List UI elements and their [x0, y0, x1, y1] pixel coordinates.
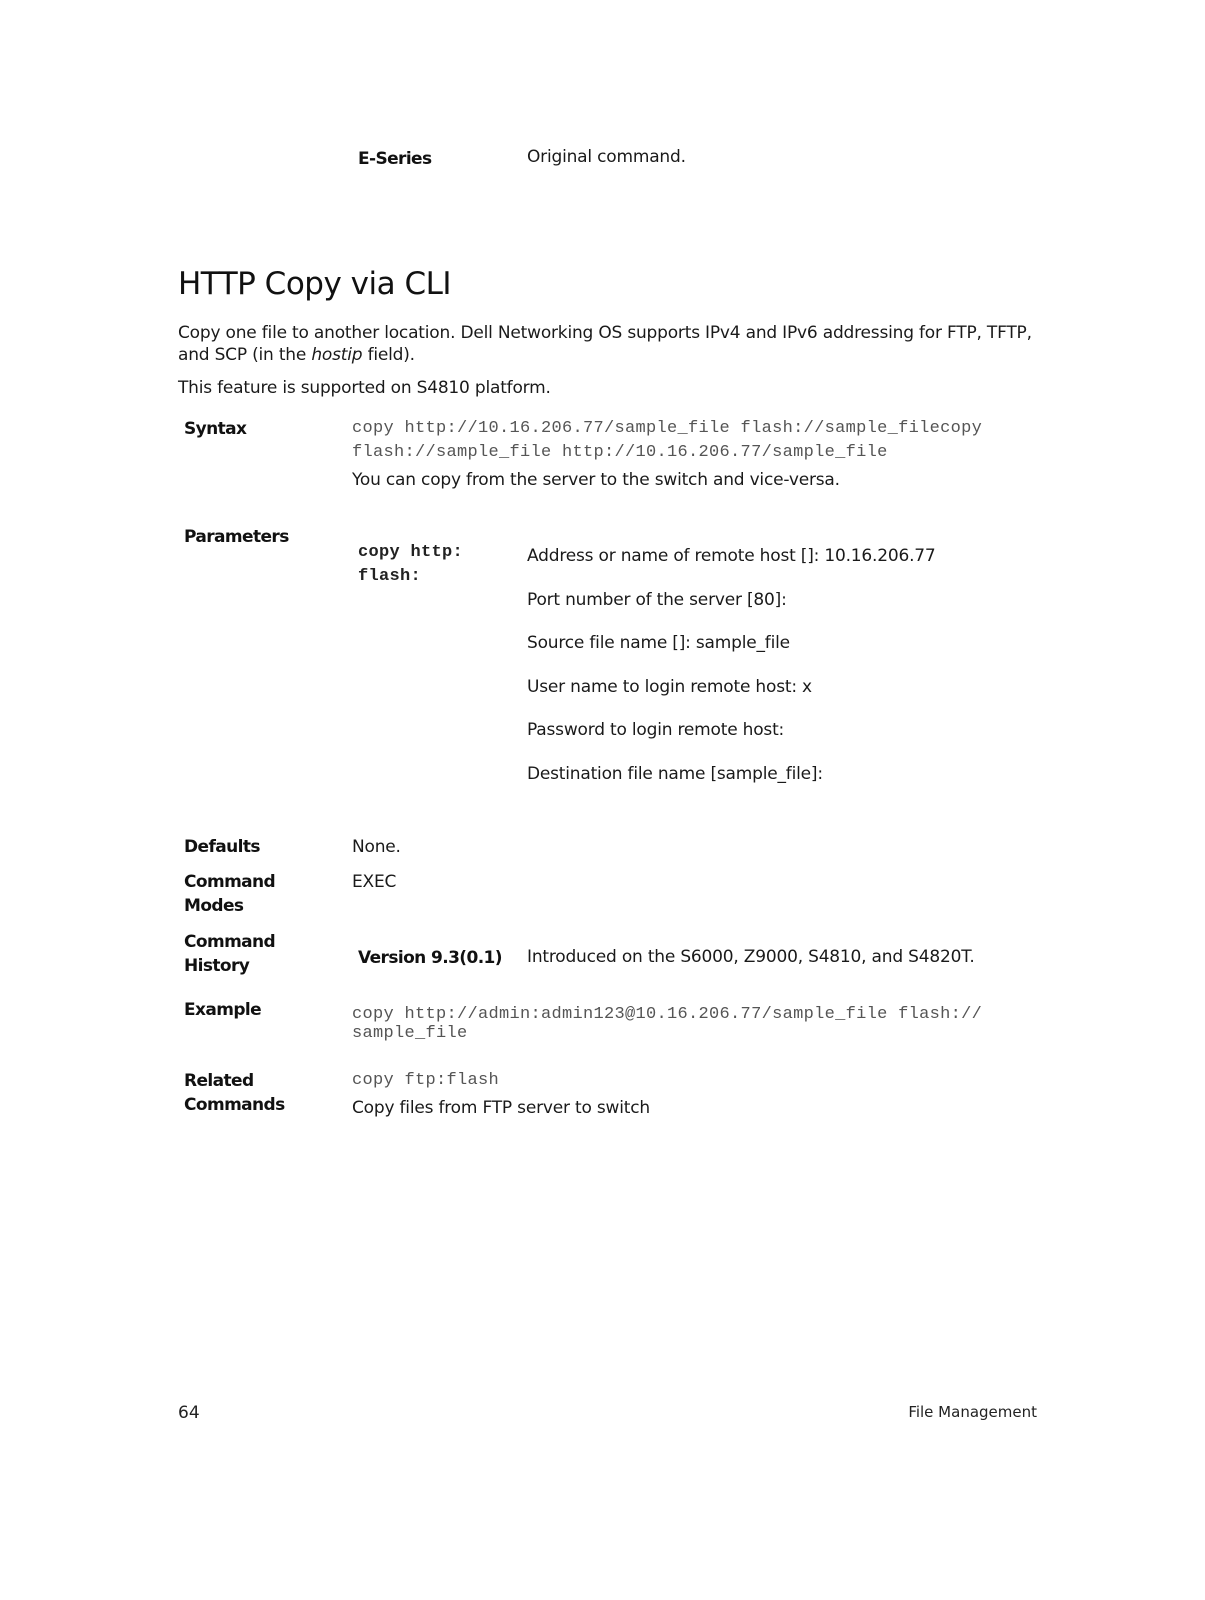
- param-item-password: Password to login remote host:: [527, 720, 785, 740]
- command-history-description: Introduced on the S6000, Z9000, S4810, and S4820T.: [527, 947, 975, 967]
- parameters-label: Parameters: [184, 527, 289, 547]
- param-item-username: User name to login remote host: x: [527, 677, 812, 697]
- command-history-label-2: History: [184, 956, 250, 976]
- defaults-label: Defaults: [184, 837, 260, 857]
- support-note: This feature is supported on S4810 platform.: [178, 378, 551, 398]
- history-description: Original command.: [527, 147, 686, 167]
- command-history-version: Version 9.3(0.1): [358, 948, 502, 968]
- intro-line-2: [178, 345, 415, 365]
- section-title: HTTP Copy via CLI: [178, 266, 452, 302]
- command-modes-label-1: Command: [184, 872, 276, 892]
- related-commands-label-2: Commands: [184, 1095, 285, 1115]
- param-item-port: Port number of the server [80]:: [527, 590, 787, 610]
- command-modes-value: EXEC: [352, 872, 397, 892]
- syntax-note: You can copy from the server to the switch and vice-versa.: [352, 470, 840, 490]
- example-line-2: sample_file: [352, 1024, 468, 1043]
- defaults-value: None.: [352, 837, 401, 857]
- command-history-label-1: Command: [184, 932, 276, 952]
- related-command[interactable]: copy ftp:flash: [352, 1071, 500, 1090]
- intro-line-2-pre: and SCP (in the: [178, 345, 312, 365]
- command-modes-label-2: Modes: [184, 896, 244, 916]
- intro-line-2-post: field).: [362, 345, 415, 365]
- example-label: Example: [184, 1000, 262, 1020]
- param-item-address: Address or name of remote host []: 10.16.206.77: [527, 546, 936, 566]
- param-keyword-line-2: flash:: [358, 567, 422, 586]
- param-item-source-file: Source file name []: sample_file: [527, 633, 790, 653]
- syntax-line-1: copy http://10.16.206.77/sample_file flash://sample_filecopy: [352, 419, 983, 438]
- chapter-name: File Management: [908, 1403, 1037, 1421]
- hostip-term: hostip: [311, 345, 363, 365]
- syntax-label: Syntax: [184, 419, 247, 439]
- related-command-description: Copy files from FTP server to switch: [352, 1098, 650, 1118]
- history-platform: E-Series: [358, 149, 432, 169]
- syntax-line-2: flash://sample_file http://10.16.206.77/sample_file: [352, 443, 888, 462]
- intro-line-1: Copy one file to another location. Dell Networking OS supports IPv4 and IPv6 addressing for FTP, TFTP,: [178, 323, 1032, 343]
- example-line-1: copy http://admin:admin123@10.16.206.77/sample_file flash://: [352, 1005, 983, 1024]
- page-number: 64: [178, 1403, 200, 1423]
- param-item-destination: Destination file name [sample_file]:: [527, 764, 823, 784]
- related-commands-label-1: Related: [184, 1071, 254, 1091]
- param-keyword-line-1: copy http:: [358, 543, 464, 562]
